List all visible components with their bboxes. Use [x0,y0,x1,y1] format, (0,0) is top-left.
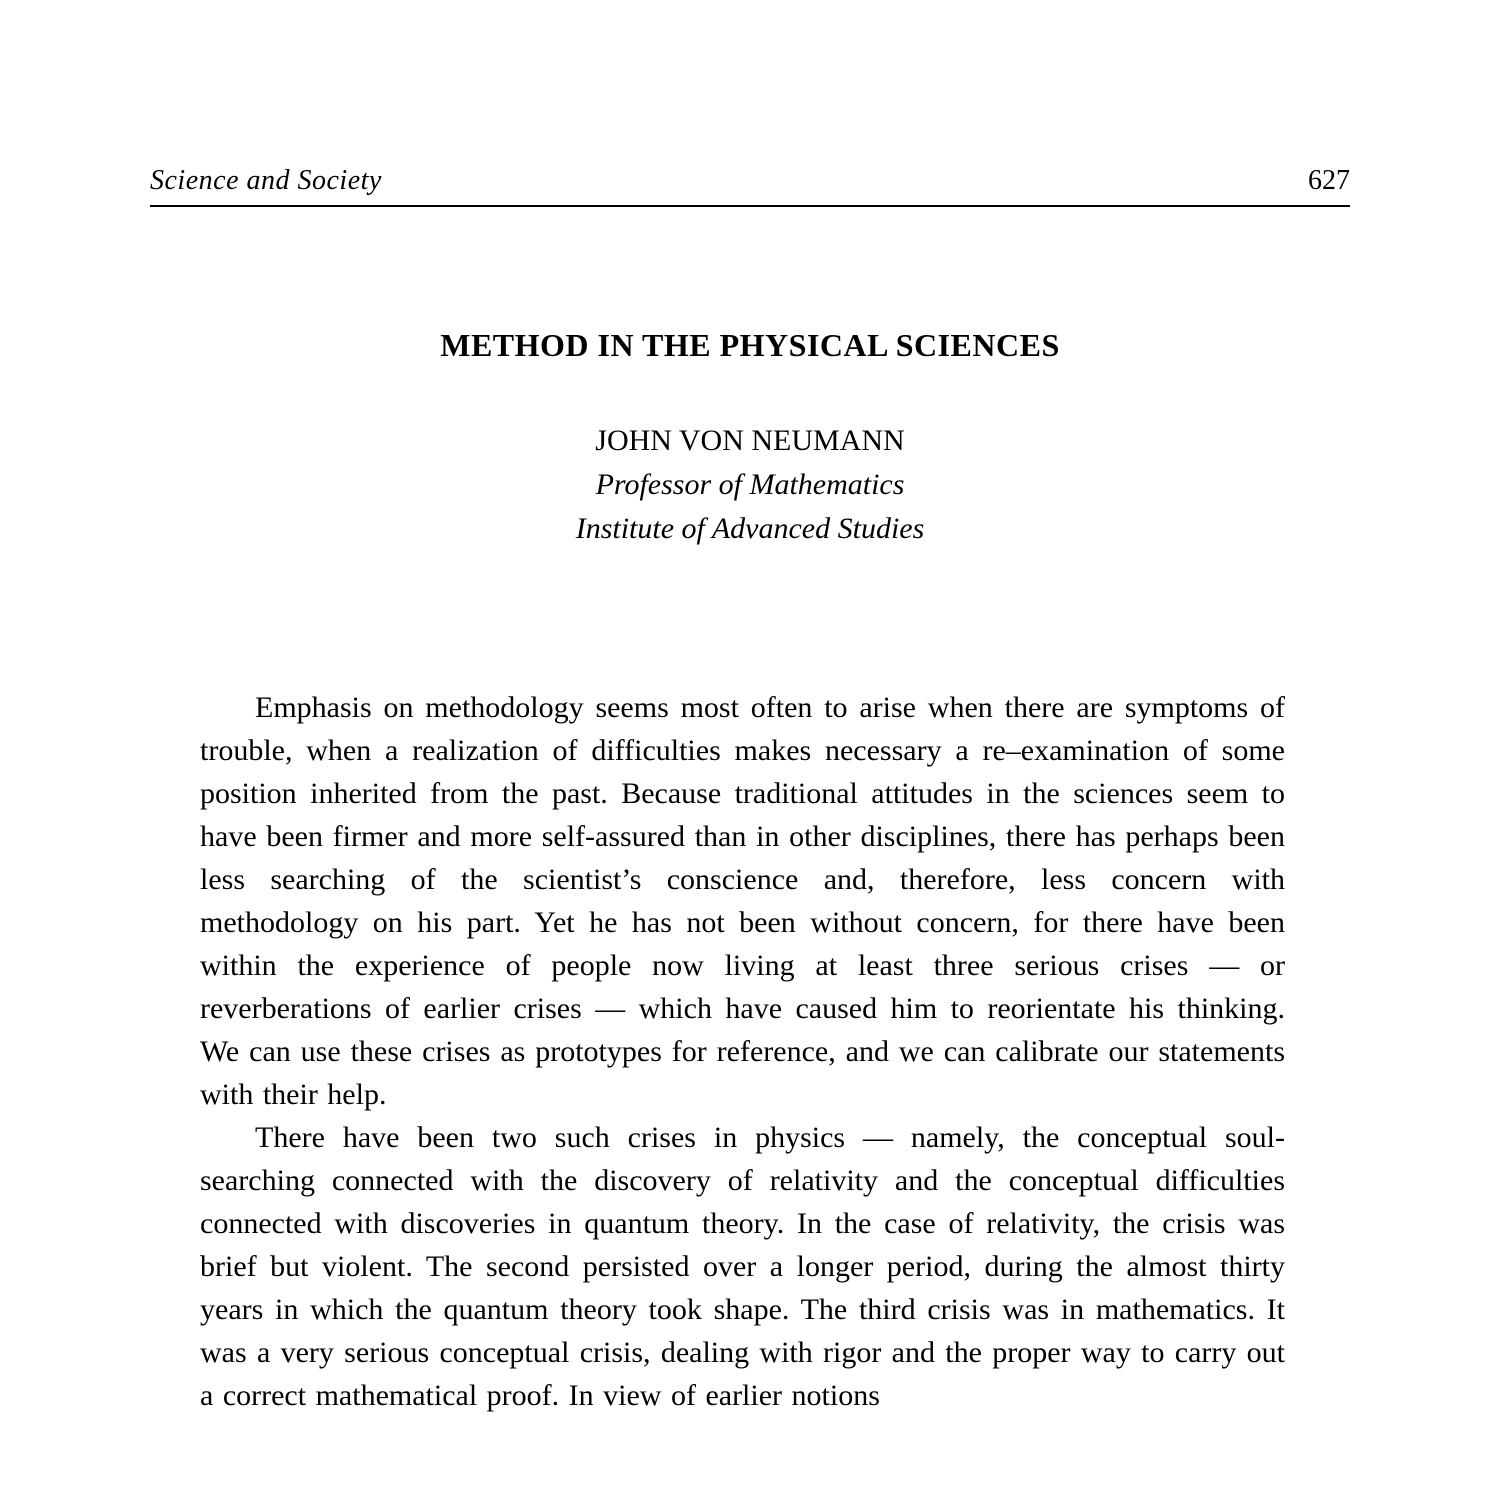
journal-title: Science and Society [150,165,382,196]
author-affiliation: Institute of Advanced Studies [575,512,925,545]
running-header [150,0,1350,197]
byline [0,364,1500,551]
article-title: METHOD IN THE PHYSICAL SCIENCES [440,327,1060,363]
page-number: 627 [1308,165,1350,196]
author-role: Professor of Mathematics [595,468,905,501]
paragraph: There have been two such crises in physics — namely, the conceptual soul-searching connected with the discovery of relativity and the conceptual difficulties connected with discoveries in quantum theory. In the case of relativity, the crisis was brief but violent. The second persisted over a longer period, during the almost thirty years in which the quantum theory took shape. The third crisis was in mathematics. It was a very serious conceptual crisis, dealing with rigor and the proper way to carry out a correct mathematical proof. In view of earlier notions [200,1121,1285,1412]
article-body [0,551,1500,1417]
paragraph: Emphasis on methodology seems most often to arise when there are symptoms of trouble, when a realization of difficulties makes necessary a re–examination of some position inherited from the past. Because traditional attitudes in the sciences seem to have been firmer and more self-assured than in other disciplines, there has perhaps been less searching of the scientist’s conscience and, therefore, less concern with methodology on his part. Yet he has not been without concern, for there have been within the experience of people now living at least three serious crises — or reverberations of earlier crises — which have caused him to reorientate his thinking. We can use these crises as prototypes for reference, and we can calibrate our statements with their help. [200,691,1285,1111]
author-name: JOHN VON NEUMANN [595,424,905,457]
